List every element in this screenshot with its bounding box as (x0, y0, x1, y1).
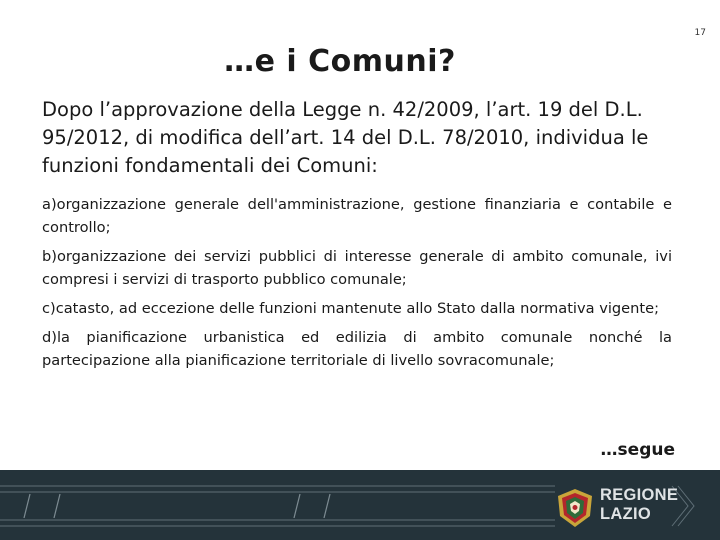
logo-line-1: REGIONE (600, 486, 679, 504)
logo-line-2: LAZIO (600, 505, 651, 523)
footer-bar (0, 470, 720, 540)
continues-label: …segue (600, 440, 675, 460)
list-item: d)la pianificazione urbanistica ed edilizia di ambito comunale nonché la partecipazione alla pianificazione territoriale di livello sovracomunale; (42, 329, 672, 369)
intro-paragraph: Dopo l’approvazione della Legge n. 42/2009, l’art. 19 del D.L. 95/2012, di modifica dell’art. 14 del D.L. 78/2010, individua le funzioni fondamentali dei Comuni: (42, 98, 649, 177)
regione-lazio-emblem-icon (556, 488, 594, 528)
page-number: 17 (694, 28, 706, 38)
list-item: c)catasto, ad eccezione delle funzioni mantenute allo Stato dalla normativa vigente; (42, 300, 659, 317)
functions-list (42, 193, 672, 378)
list-item: b)organizzazione dei servizi pubblici di interesse generale di ambito comunale, ivi compresi i servizi di trasporto pubblico comunale; (42, 248, 672, 288)
slide-title: …e i Comuni? (224, 44, 456, 79)
list-item: a)organizzazione generale dell'amministrazione, gestione finanziaria e contabile e controllo; (42, 196, 672, 236)
regione-lazio-logo (556, 486, 691, 530)
